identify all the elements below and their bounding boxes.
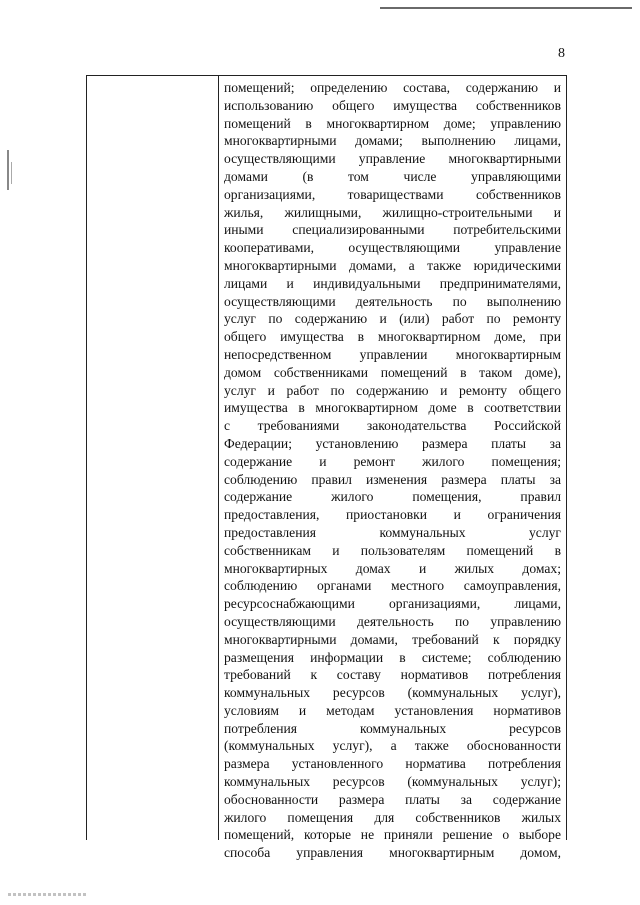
text-line: помещений в многоквартирном доме; управлению (224, 115, 561, 131)
text-line: (коммунальных услуг), а также обоснованности (224, 738, 561, 754)
scan-artifact-left-mark (7, 150, 9, 190)
text-line: содержание жилого помещения, правил (224, 489, 561, 505)
text-line: многоквартирными домами; выполнению лицами, (224, 133, 561, 149)
scan-artifact-bottom (8, 893, 88, 896)
text-line: обоснованности размера платы за содержание (224, 791, 561, 807)
text-line: требований к составу нормативов потребления (224, 667, 561, 683)
text-line: кооперативами, осуществляющими управление (224, 240, 561, 256)
text-line: домом собственниками помещений в таком доме), (224, 364, 561, 380)
scan-artifact-left-mark-secondary (11, 162, 12, 184)
text-line: лицами и индивидуальными предпринимателями, (224, 275, 561, 291)
text-line: размещения информации в системе; соблюдению (224, 649, 561, 665)
text-line: коммунальных ресурсов (коммунальных услуг), (224, 685, 561, 701)
text-line: осуществляющими деятельность по управлению (224, 613, 561, 629)
text-line: осуществляющими деятельность по выполнению (224, 293, 561, 309)
text-line: собственникам и пользователям помещений в (224, 542, 561, 558)
table-column-divider (218, 75, 219, 840)
text-line: способа управления многоквартирным домом, (224, 845, 561, 861)
text-line: условиям и методам установления нормативов (224, 702, 561, 718)
text-line: многоквартирными домами, требований к порядку (224, 631, 561, 647)
page-number: 8 (558, 46, 565, 61)
text-line: соблюдению органами местного самоуправления, (224, 578, 561, 594)
text-line: использованию общего имущества собственников (224, 97, 561, 113)
text-line: размера установленного норматива потребления (224, 756, 561, 772)
text-line: иными специализированными потребительскими (224, 222, 561, 238)
text-line: коммунальных ресурсов (коммунальных услуг); (224, 774, 561, 790)
text-line: многоквартирными домами, а также юридическими (224, 257, 561, 273)
text-line: потребления коммунальных ресурсов (224, 720, 561, 736)
text-line: помещений, которые не приняли решение о выборе (224, 827, 561, 843)
text-line: ресурсоснабжающими организациями, лицами, (224, 596, 561, 612)
text-line: жилого помещения для собственников жилых (224, 809, 561, 825)
text-line: услуг и работ по содержанию и ремонту общего (224, 382, 561, 398)
text-line: непосредственном управлении многоквартирным (224, 346, 561, 362)
text-line: имущества в многоквартирном доме в соответствии (224, 400, 561, 416)
text-line: помещений; определению состава, содержанию и (224, 80, 561, 95)
text-line: услуг по содержанию и (или) работ по ремонту (224, 311, 561, 327)
text-line: домами (в том числе управляющими (224, 168, 561, 184)
text-line: содержание и ремонт жилого помещения; (224, 453, 561, 469)
text-line: общего имущества в многоквартирном доме, при (224, 329, 561, 345)
text-line: осуществляющими управление многоквартирными (224, 151, 561, 167)
table-right-column-text (224, 79, 561, 862)
text-line: Федерации; установлению размера платы за (224, 435, 561, 451)
text-line: многоквартирных домах и жилых домах; (224, 560, 561, 576)
text-line: организациями, товариществами собственников (224, 186, 561, 202)
text-line: предоставления коммунальных услуг (224, 524, 561, 540)
text-line: предоставления, приостановки и ограничения (224, 507, 561, 523)
text-line: соблюдению правил изменения размера платы за (224, 471, 561, 487)
scan-artifact-top-line (380, 7, 632, 9)
text-line: с требованиями законодательства Российской (224, 418, 561, 434)
text-line: жилья, жилищными, жилищно-строительными и (224, 204, 561, 220)
